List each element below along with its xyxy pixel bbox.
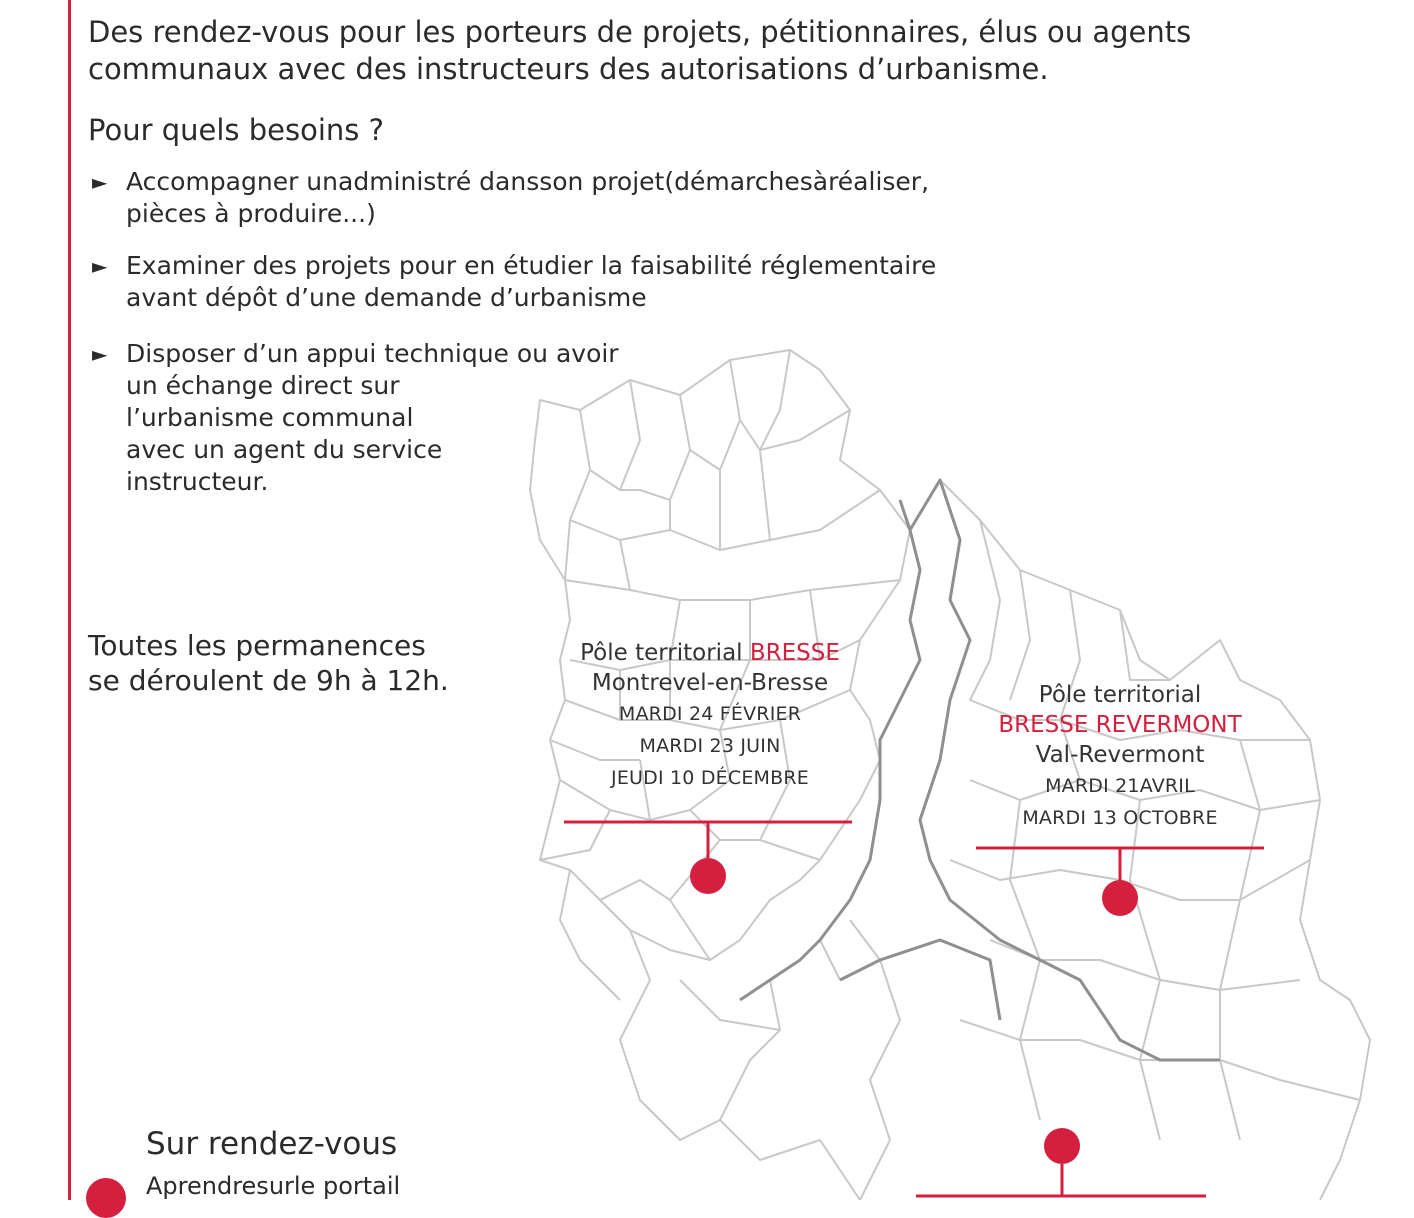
bullet-3-line-3: l’urbanisme communal: [126, 403, 414, 432]
bullet-3-line-4: avec un agent du service: [126, 435, 443, 464]
pole-bresse-location-dot: [690, 858, 726, 894]
pole-bresse-name: BRESSE: [749, 640, 840, 666]
appointment-heading: Sur rendez-vous: [146, 1126, 398, 1162]
bullet-item-2: [92, 250, 936, 314]
pole-bresse-heading: [540, 638, 880, 668]
appointment-dot-icon: [86, 1178, 126, 1218]
pole-bresse-info: [540, 638, 880, 794]
appointment-subtitle: Aprendresurle portail: [146, 1172, 401, 1200]
pole-bresse-label: Pôle territorial: [580, 640, 743, 666]
pole-revermont-town: Val-Revermont: [1035, 742, 1205, 768]
bullet-2-line-2: avant dépôt d’une demande d’urbanisme: [126, 283, 647, 312]
pole-bresse-marker: [560, 818, 860, 898]
pole-revermont-date-2: MARDI 13 OCTOBRE: [1022, 807, 1218, 829]
third-pole-location-dot: [1044, 1128, 1080, 1164]
bullet-arrow-icon: ►: [92, 342, 108, 366]
pole-revermont-location-dot: [1102, 880, 1138, 916]
pole-revermont-marker: [972, 844, 1272, 924]
bullet-1-line-1: Accompagner unadministré dansson projet(démarchesàréaliser,: [126, 167, 930, 196]
left-accent-rule: [68, 0, 71, 1200]
pole-bresse-town: Montrevel-en-Bresse: [591, 670, 829, 696]
needs-heading: Pour quels besoins ?: [88, 113, 384, 147]
intro-paragraph: [88, 14, 1338, 88]
intro-line-2: communaux avec des instructeurs des autorisations d’urbanisme.: [88, 52, 1049, 86]
bullet-3-line-1: Disposer d’un appui technique ou avoir: [126, 339, 619, 368]
bullet-3-line-2: un échange direct sur: [126, 371, 400, 400]
hours-line-1: Toutes les permanences: [88, 629, 426, 662]
bullet-2-line-1: Examiner des projets pour en étudier la faisabilité réglementaire: [126, 251, 937, 280]
intro-line-1: Des rendez-vous pour les porteurs de projets, pétitionnaires, élus ou agents: [88, 15, 1192, 49]
pole-revermont-name: BRESSE REVERMONT: [998, 712, 1242, 738]
bullet-1-line-2: pièces à produire...): [126, 199, 376, 228]
pole-bresse-date-3: JEUDI 10 DÉCEMBRE: [611, 767, 809, 789]
bullet-arrow-icon: ►: [92, 254, 108, 278]
pole-bresse-date-1: MARDI 24 FÉVRIER: [618, 703, 802, 725]
pole-revermont-info: [980, 680, 1260, 834]
pole-revermont-date-1: MARDI 21AVRIL: [1045, 775, 1195, 797]
third-pole-marker: [910, 1124, 1210, 1200]
hours-line-2: se déroulent de 9h à 12h.: [88, 664, 449, 697]
hours-info: [88, 628, 449, 698]
pole-bresse-date-2: MARDI 23 JUIN: [639, 735, 781, 757]
bullet-3-line-5: instructeur.: [126, 467, 269, 496]
bullet-arrow-icon: ►: [92, 170, 108, 194]
bullet-item-1: [92, 166, 929, 230]
pole-revermont-label: Pôle territorial: [1038, 682, 1202, 708]
